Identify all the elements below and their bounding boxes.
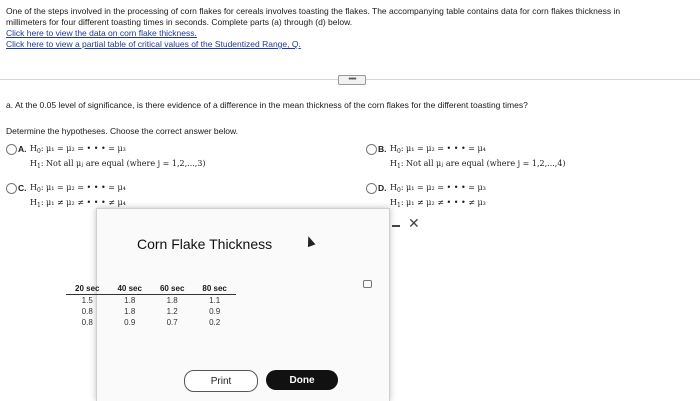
copy-table-icon[interactable] [363, 280, 372, 288]
option-c-radio[interactable] [6, 183, 17, 194]
column-header: 40 sec [108, 283, 150, 295]
option-a-radio[interactable] [6, 144, 17, 155]
option-d-h1: : μ₁ ≠ μ₂ ≠ • • • ≠ μ₃ [400, 198, 486, 207]
table-cell: 0.8 [81, 307, 93, 316]
option-c-body: $H_0$: μ₁ = μ₂ = • • • = μ₄ $H_1$: μ₁ ≠ μ₂ ≠ • • • ≠ μ₄ [30, 183, 126, 209]
option-b-body: $H_0$: μ₁ = μ₂ = • • • = μ₄ $H_1$: Not all μⱼ are equal (where j = 1,2,...,4) [390, 144, 566, 170]
table-cell: 1.8 [124, 307, 136, 316]
close-icon[interactable]: ✕ [408, 215, 420, 231]
column-header: 80 sec [193, 283, 235, 295]
option-b-h1: : Not all μⱼ are equal (where j = 1,2,...,4) [400, 159, 566, 168]
table-cell: 1.8 [166, 296, 178, 305]
mouse-cursor-icon [305, 235, 316, 247]
option-b-letter: B. [378, 144, 387, 154]
table-header-row [66, 283, 236, 295]
question-instruction: Determine the hypotheses. Choose the correct answer below. [6, 126, 238, 136]
option-a-body: $H_0$: μ₁ = μ₂ = • • • = μ₃ $H_1$: Not all μⱼ are equal (where j = 1,2,...,3) [30, 144, 206, 170]
expand-more-button[interactable] [338, 75, 366, 85]
more-dots-icon: ••••• [348, 76, 356, 83]
question-a: a. At the 0.05 level of significance, is there evidence of a difference in the mean thickness of the corn flakes for the different toasting times? [6, 100, 528, 110]
table-cell: 0.7 [166, 318, 178, 327]
table-cell: 1.1 [209, 296, 221, 305]
table-row [66, 306, 236, 317]
table-row [66, 295, 236, 307]
option-b-h0: : μ₁ = μ₂ = • • • = μ₄ [400, 144, 486, 153]
corn-flake-data-table [66, 283, 236, 328]
option-a-letter: A. [18, 144, 27, 154]
table-cell: 1.5 [81, 296, 93, 305]
table-cell: 1.2 [166, 307, 178, 316]
table-cell: 0.9 [209, 307, 221, 316]
option-a-h0: : μ₁ = μ₂ = • • • = μ₃ [40, 144, 126, 153]
problem-intro [6, 6, 692, 50]
table-cell: 0.2 [209, 318, 221, 327]
popup-title: Corn Flake Thickness [137, 236, 273, 252]
print-button[interactable]: Print [184, 370, 258, 392]
view-critical-values-link[interactable]: Click here to view a partial table of critical values of the Studentized Range, Q. [6, 39, 301, 49]
column-header: 60 sec [151, 283, 193, 295]
option-c-letter: C. [18, 183, 27, 193]
intro-line-2: millimeters for four different toasting times in seconds. Complete parts (a) through (d) below. [6, 17, 353, 27]
option-d-radio[interactable] [366, 183, 377, 194]
option-a-h1: : Not all μⱼ are equal (where j = 1,2,...,3) [40, 159, 206, 168]
done-button[interactable]: Done [266, 370, 338, 390]
option-d-letter: D. [378, 183, 387, 193]
option-c-h0: : μ₁ = μ₂ = • • • = μ₄ [40, 183, 126, 192]
popup-window-controls [392, 215, 428, 233]
column-header: 20 sec [66, 283, 108, 295]
intro-line-1: One of the steps involved in the processing of corn flakes for cereals involves toasting the flakes. The accompanying table contains data for corn flakes thickness in [6, 6, 621, 16]
table-cell: 0.8 [81, 318, 93, 327]
option-d-body: $H_0$: μ₁ = μ₂ = • • • = μ₃ $H_1$: μ₁ ≠ μ₂ ≠ • • • ≠ μ₃ [390, 183, 486, 209]
minimize-icon[interactable] [392, 225, 400, 227]
option-b-radio[interactable] [366, 144, 377, 155]
table-cell: 1.8 [124, 296, 136, 305]
table-row [66, 317, 236, 328]
table-cell: 0.9 [124, 318, 136, 327]
option-c-h1: : μ₁ ≠ μ₂ ≠ • • • ≠ μ₄ [40, 198, 126, 207]
view-data-link[interactable]: Click here to view the data on corn flake thickness. [6, 28, 197, 38]
option-d-h0: : μ₁ = μ₂ = • • • = μ₃ [400, 183, 486, 192]
